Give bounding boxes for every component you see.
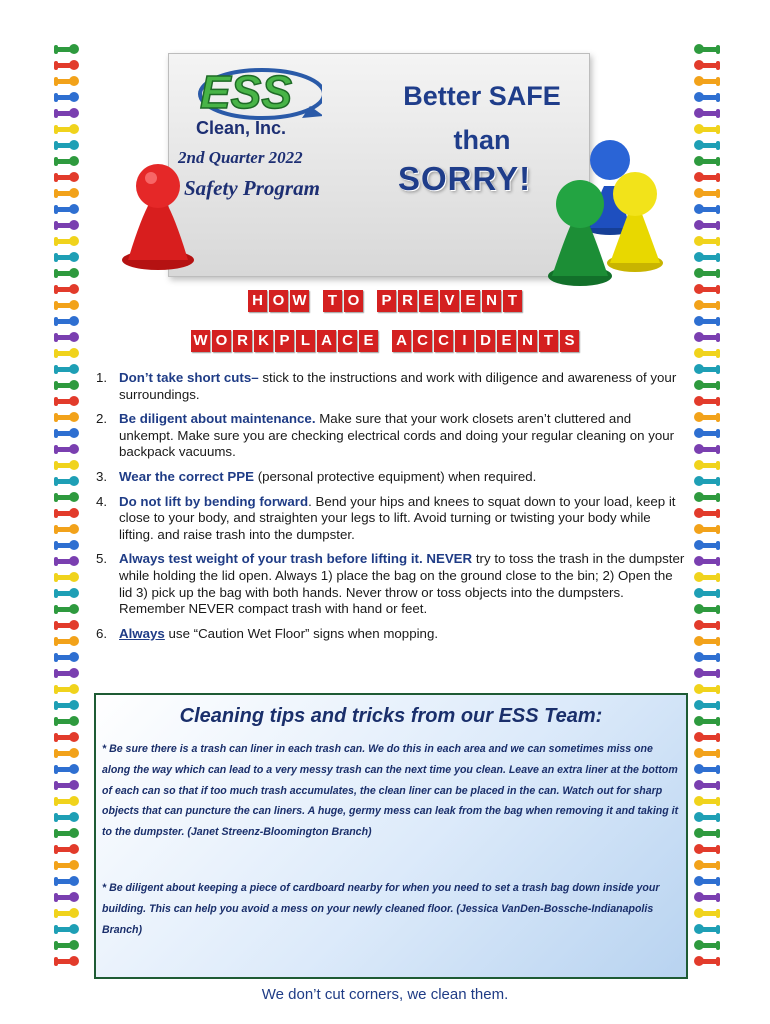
- pawn-icon: [694, 620, 720, 633]
- pawn-icon: [54, 220, 80, 233]
- letter-tile: C: [338, 330, 357, 352]
- pawn-icon: [54, 268, 80, 281]
- pawn-icon: [54, 924, 80, 937]
- pawn-icon: [694, 828, 720, 841]
- pawn-icon: [694, 44, 720, 57]
- pawn-icon: [54, 940, 80, 953]
- pawn-icon: [54, 124, 80, 137]
- ess-logo-text: ESS: [200, 66, 293, 118]
- letter-tile: C: [413, 330, 432, 352]
- letter-tile: P: [377, 290, 396, 312]
- letter-tile: T: [323, 290, 342, 312]
- pawn-icon: [54, 156, 80, 169]
- pawn-icon: [694, 860, 720, 873]
- pawn-icon: [54, 508, 80, 521]
- pawn-icon: [54, 732, 80, 745]
- pawn-icon: [694, 60, 720, 73]
- pawn-icon: [54, 108, 80, 121]
- pawn-icon: [694, 204, 720, 217]
- pawn-icon: [694, 108, 720, 121]
- pawn-icon: [694, 652, 720, 665]
- pawn-icon: [694, 956, 720, 969]
- pawn-icon: [694, 220, 720, 233]
- rule-item: 4. Do not lift by bending forward. Bend your hips and knees to squat down to your load, keep it close to your body, and straighten your legs to lift. Avoid turning or twisting your body while lifting. and raise trash into the dumpster.: [96, 493, 676, 542]
- pawn-icon: [54, 956, 80, 969]
- letter-tile: K: [254, 330, 273, 352]
- letter-tile: W: [290, 290, 309, 312]
- pawn-icon: [694, 668, 720, 681]
- pawn-icon: [694, 172, 720, 185]
- pawn-icon: [694, 812, 720, 825]
- pawn-icon: [694, 748, 720, 761]
- pawn-icon: [694, 316, 720, 329]
- pawn-icon: [694, 92, 720, 105]
- red-pawn-figure: [118, 160, 198, 270]
- pawn-icon: [54, 60, 80, 73]
- tip-item: * Be sure there is a trash can liner in each trash can. We do this in each area and we can sometimes miss one along the way which can lead to a very messy trash can the next time you clean. Leave an extra liner at the bottom of each can so that if too much trash accumulates, the clean liner can be placed in the can. Watch out for sharp objects that can puncture the can liners. A huge, germy mess can leak from the bag when removing it and taking it to the dumpster. (Janet Streenz-Bloomington Branch): [102, 743, 679, 839]
- tips-title: Cleaning tips and tricks from our ESS Team:: [179, 705, 603, 727]
- pawn-icon: [694, 940, 720, 953]
- letter-tile: A: [392, 330, 411, 352]
- letter-tile: A: [317, 330, 336, 352]
- letter-tile: D: [476, 330, 495, 352]
- pawn-icon: [694, 588, 720, 601]
- pawn-icon: [694, 156, 720, 169]
- pawn-icon: [54, 316, 80, 329]
- pawn-icon: [694, 76, 720, 89]
- pawn-icon: [54, 396, 80, 409]
- pawn-icon: [54, 636, 80, 649]
- pawn-icon: [54, 700, 80, 713]
- letter-tile: N: [482, 290, 501, 312]
- letter-tile: L: [296, 330, 315, 352]
- pawn-icon: [54, 460, 80, 473]
- slogan-line-1: Better SAFE: [403, 81, 561, 111]
- letter-tile: N: [518, 330, 537, 352]
- cleaning-tips-box: [94, 693, 688, 979]
- tiles-line-1: [0, 290, 770, 312]
- pawn-icon: [54, 172, 80, 185]
- tiles-line-2: [0, 330, 770, 352]
- pawn-icon: [54, 716, 80, 729]
- pawn-icon: [54, 140, 80, 153]
- pawn-icon: [694, 684, 720, 697]
- quarter-label: 2nd Quarter 2022: [178, 148, 303, 167]
- pawn-icon: [54, 588, 80, 601]
- letter-tile: O: [344, 290, 363, 312]
- pawn-icon: [54, 76, 80, 89]
- letter-tile: V: [440, 290, 459, 312]
- pawn-icon: [694, 556, 720, 569]
- pawn-icon: [54, 428, 80, 441]
- rule-item: 5. Always test weight of your trash before lifting it. NEVER try to toss the trash in the dumpster while holding the lid open. Always 1) place the bag on the ground close to the bin; 2) Open the lid 3) pick up the bag with both hands. Never throw or toss objects into the dumpsters. Remember NEVER compact trash with hand or feet.: [96, 551, 685, 617]
- pawn-icon: [694, 380, 720, 393]
- pawn-icon: [694, 236, 720, 249]
- pawn-icon: [694, 908, 720, 921]
- pawn-icon: [694, 604, 720, 617]
- tip-item: * Be diligent about keeping a piece of cardboard nearby for when you need to set a trash bag down inside your building. This can help you avoid a mess on your newly cleaned floor. (Jessica VanDen-Bossche-Indianapolis Branch): [102, 882, 660, 936]
- pawn-icon: [694, 524, 720, 537]
- pawn-icon: [54, 620, 80, 633]
- rule-item: 1. Don’t take short cuts– stick to the instructions and work with diligence and awareness of your surroundings.: [96, 370, 677, 402]
- pawn-icon: [694, 924, 720, 937]
- company-name: Clean, Inc.: [196, 118, 287, 138]
- letter-tile: O: [212, 330, 231, 352]
- pawn-icon: [694, 780, 720, 793]
- right-pawn-border: [694, 44, 720, 974]
- pawn-icon: [54, 380, 80, 393]
- pawn-icon: [54, 540, 80, 553]
- pawn-icon: [694, 732, 720, 745]
- pawn-icon: [694, 876, 720, 889]
- pawn-icon: [54, 204, 80, 217]
- pawn-group-figure: [540, 138, 670, 288]
- pawn-icon: [694, 124, 720, 137]
- pawn-icon: [694, 508, 720, 521]
- pawn-icon: [694, 540, 720, 553]
- program-title: Safety Program: [184, 176, 320, 200]
- pawn-icon: [694, 716, 720, 729]
- rule-item: 6. Always use “Caution Wet Floor” signs when mopping.: [96, 625, 439, 641]
- pawn-icon: [54, 812, 80, 825]
- pawn-icon: [54, 764, 80, 777]
- pawn-icon: [54, 364, 80, 377]
- slogan-line-2: than: [453, 125, 511, 155]
- pawn-icon: [54, 44, 80, 57]
- letter-tile: E: [359, 330, 378, 352]
- pawn-icon: [694, 428, 720, 441]
- pawn-icon: [694, 188, 720, 201]
- letter-tile: R: [398, 290, 417, 312]
- letter-tile: C: [434, 330, 453, 352]
- pawn-icon: [54, 684, 80, 697]
- pawn-icon: [694, 796, 720, 809]
- letter-tile: R: [233, 330, 252, 352]
- letter-tile: E: [461, 290, 480, 312]
- pawn-icon: [54, 556, 80, 569]
- pawn-icon: [694, 764, 720, 777]
- pawn-icon: [694, 268, 720, 281]
- pawn-icon: [54, 748, 80, 761]
- pawn-icon: [54, 524, 80, 537]
- pawn-icon: [694, 572, 720, 585]
- pawn-icon: [54, 476, 80, 489]
- pawn-icon: [694, 460, 720, 473]
- pawn-icon: [694, 396, 720, 409]
- safety-rules-list: [94, 370, 688, 650]
- rule-item: 2. Be diligent about maintenance. Make sure that your work closets aren’t cluttered and unkempt. Make sure you are checking electrical cords and doing your regular cleaning on your backpack vacuums.: [96, 411, 675, 460]
- pawn-icon: [54, 876, 80, 889]
- pawn-icon: [694, 364, 720, 377]
- pawn-icon: [54, 492, 80, 505]
- pawn-icon: [54, 828, 80, 841]
- pawn-icon: [694, 140, 720, 153]
- letter-tile: W: [191, 330, 210, 352]
- letter-tile: E: [419, 290, 438, 312]
- letter-tile: H: [248, 290, 267, 312]
- pawn-icon: [54, 796, 80, 809]
- pawn-icon: [54, 652, 80, 665]
- letter-tile: S: [560, 330, 579, 352]
- rule-item: 3. Wear the correct PPE (personal protective equipment) when required.: [96, 468, 537, 484]
- pawn-icon: [54, 908, 80, 921]
- pawn-icon: [54, 860, 80, 873]
- letter-tile: T: [539, 330, 558, 352]
- letter-tile: T: [503, 290, 522, 312]
- pawn-icon: [54, 412, 80, 425]
- pawn-icon: [54, 236, 80, 249]
- pawn-icon: [54, 444, 80, 457]
- letter-tile: O: [269, 290, 288, 312]
- pawn-icon: [54, 252, 80, 265]
- pawn-icon: [54, 572, 80, 585]
- footer-tagline: We don’t cut corners, we clean them.: [261, 986, 509, 1003]
- left-pawn-border: [54, 44, 80, 974]
- pawn-icon: [694, 892, 720, 905]
- pawn-icon: [694, 476, 720, 489]
- letter-tile: I: [455, 330, 474, 352]
- pawn-icon: [54, 92, 80, 105]
- pawn-icon: [54, 780, 80, 793]
- letter-tile: E: [497, 330, 516, 352]
- pawn-icon: [694, 844, 720, 857]
- slogan-sorry: SORRY!: [398, 160, 532, 197]
- ess-logo: [192, 62, 322, 120]
- pawn-icon: [694, 412, 720, 425]
- pawn-icon: [54, 844, 80, 857]
- pawn-icon: [54, 604, 80, 617]
- pawn-icon: [694, 700, 720, 713]
- pawn-icon: [694, 444, 720, 457]
- letter-tile: P: [275, 330, 294, 352]
- pawn-icon: [694, 252, 720, 265]
- pawn-icon: [54, 892, 80, 905]
- pawn-icon: [54, 668, 80, 681]
- pawn-icon: [694, 636, 720, 649]
- pawn-icon: [694, 492, 720, 505]
- pawn-icon: [54, 188, 80, 201]
